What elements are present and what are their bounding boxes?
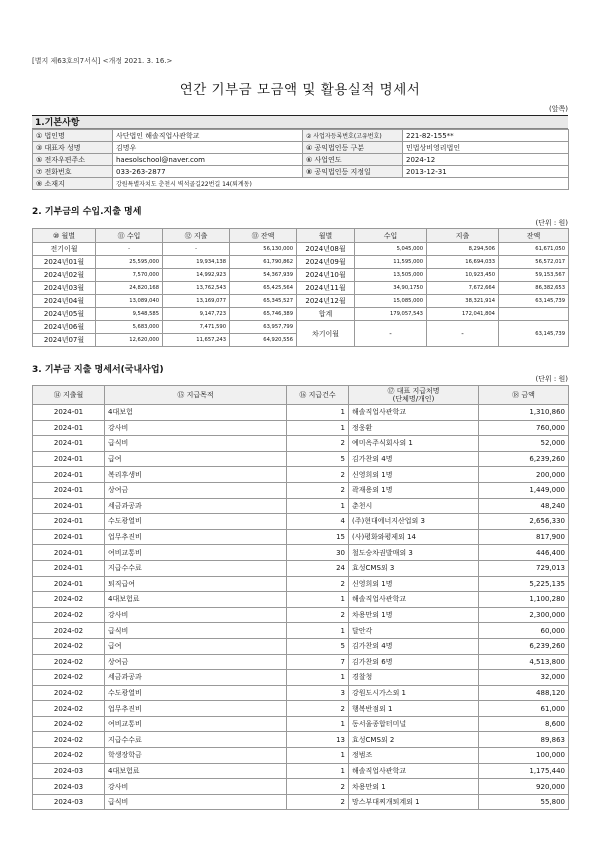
month-cell: 2024년07월 bbox=[33, 334, 96, 347]
ie-header: ⑫ 지출 bbox=[163, 229, 230, 243]
balance-cell: 56,130,000 bbox=[230, 243, 297, 256]
row-count: 5 bbox=[287, 638, 349, 654]
expense-cell: 19,934,138 bbox=[163, 256, 230, 269]
row-amount: 1,449,000 bbox=[479, 482, 569, 498]
row-count: 1 bbox=[287, 592, 349, 608]
row-purpose: 지급수수료 bbox=[105, 732, 287, 748]
row-recipient: 곽재용외 1명 bbox=[349, 482, 479, 498]
row-amount: 488,120 bbox=[479, 685, 569, 701]
row-amount: 52,000 bbox=[479, 436, 569, 452]
section-3-unit: (단위 : 원) bbox=[535, 375, 568, 383]
row-month: 2024-02 bbox=[33, 654, 105, 670]
carry-label: 차기이월 bbox=[297, 321, 355, 347]
row-recipient: 정웅환 bbox=[349, 420, 479, 436]
row-count: 1 bbox=[287, 670, 349, 686]
balance-cell: 61,790,862 bbox=[230, 256, 297, 269]
expense-row bbox=[33, 654, 569, 670]
expense-row bbox=[33, 623, 569, 639]
expense-row bbox=[33, 467, 569, 483]
expense-row bbox=[33, 670, 569, 686]
info-label: ③ 대표자 성명 bbox=[33, 142, 113, 154]
row-amount: 32,000 bbox=[479, 670, 569, 686]
row-recipient: 망스부대찌개퇴계외 1 bbox=[349, 794, 479, 810]
ie-row bbox=[33, 295, 569, 308]
ie-header: ⑬ 잔액 bbox=[230, 229, 297, 243]
expense-cell: 14,992,923 bbox=[163, 269, 230, 282]
row-recipient: (주)현대에너지산업외 3 bbox=[349, 514, 479, 530]
row-month: 2024-02 bbox=[33, 607, 105, 623]
row-purpose: 상여금 bbox=[105, 654, 287, 670]
expense-row bbox=[33, 514, 569, 530]
info-value: 2013-12-31 bbox=[403, 166, 569, 178]
row-month: 2024-03 bbox=[33, 763, 105, 779]
row-month: 2024-02 bbox=[33, 732, 105, 748]
row-purpose: 강사비 bbox=[105, 607, 287, 623]
month-cell: 2024년01월 bbox=[33, 256, 96, 269]
row-amount: 6,239,260 bbox=[479, 451, 569, 467]
row-recipient: 차용만외 1명 bbox=[349, 607, 479, 623]
row-amount: 61,000 bbox=[479, 701, 569, 717]
income-cell: 7,570,000 bbox=[96, 269, 163, 282]
expense-row bbox=[33, 638, 569, 654]
row-month: 2024-01 bbox=[33, 405, 105, 421]
ie-header: ⑪ 수입 bbox=[96, 229, 163, 243]
row-count: 2 bbox=[287, 482, 349, 498]
row-recipient: 신영희외 1명 bbox=[349, 467, 479, 483]
expense-cell: - bbox=[163, 243, 230, 256]
row-amount: 48,240 bbox=[479, 498, 569, 514]
row-count: 13 bbox=[287, 732, 349, 748]
row-recipient: 신영희외 1명 bbox=[349, 576, 479, 592]
info-row bbox=[33, 142, 569, 154]
expense-cell: 38,321,914 bbox=[427, 295, 499, 308]
total-balance bbox=[499, 308, 569, 321]
info-row-address bbox=[33, 178, 569, 190]
row-recipient: 춘천시 bbox=[349, 498, 479, 514]
month-cell: 2024년04월 bbox=[33, 295, 96, 308]
row-count: 1 bbox=[287, 405, 349, 421]
form-number: [별지 제63호의7서식] <개정 2021. 3. 16.> bbox=[32, 57, 173, 65]
info-label: ⑧ 공익법인등 지정일 bbox=[303, 166, 403, 178]
row-purpose: 급식비 bbox=[105, 794, 287, 810]
row-recipient: (사)평화와평제외 14 bbox=[349, 529, 479, 545]
row-amount: 1,175,440 bbox=[479, 763, 569, 779]
total-income: 179,057,543 bbox=[355, 308, 427, 321]
ie-header: 잔액 bbox=[499, 229, 569, 243]
row-amount: 1,310,860 bbox=[479, 405, 569, 421]
income-cell: - bbox=[96, 243, 163, 256]
row-purpose: 업무추진비 bbox=[105, 701, 287, 717]
expense-row bbox=[33, 701, 569, 717]
section-3-title: 3. 기부금 지출 명세서(국내사업) bbox=[32, 365, 164, 375]
row-purpose: 급식비 bbox=[105, 436, 287, 452]
expense-row bbox=[33, 794, 569, 810]
income-cell: 25,595,000 bbox=[96, 256, 163, 269]
row-count: 1 bbox=[287, 623, 349, 639]
row-month: 2024-02 bbox=[33, 623, 105, 639]
info-value: 민법상비영리법인 bbox=[403, 142, 569, 154]
row-count: 3 bbox=[287, 685, 349, 701]
row-month: 2024-01 bbox=[33, 529, 105, 545]
row-recipient: 행복반점외 1 bbox=[349, 701, 479, 717]
ie-header: ⑩ 월별 bbox=[33, 229, 96, 243]
expense-row bbox=[33, 405, 569, 421]
row-month: 2024-01 bbox=[33, 514, 105, 530]
section-2-unit: (단위 : 원) bbox=[535, 219, 568, 227]
row-month: 2024-01 bbox=[33, 420, 105, 436]
income-cell: 5,045,000 bbox=[355, 243, 427, 256]
expense-cell: 13,169,077 bbox=[163, 295, 230, 308]
expense-cell: 11,657,243 bbox=[163, 334, 230, 347]
header-purpose: ⑮ 지급목적 bbox=[105, 386, 287, 405]
row-count: 15 bbox=[287, 529, 349, 545]
carry-expense: - bbox=[427, 321, 499, 347]
row-count: 1 bbox=[287, 716, 349, 732]
expense-cell: 13,762,543 bbox=[163, 282, 230, 295]
row-recipient: 철도승차권발매외 3 bbox=[349, 545, 479, 561]
row-month: 2024-01 bbox=[33, 545, 105, 561]
row-amount: 446,400 bbox=[479, 545, 569, 561]
row-recipient: 달안각 bbox=[349, 623, 479, 639]
income-expense-table bbox=[32, 228, 569, 347]
row-purpose: 세금과공과 bbox=[105, 498, 287, 514]
row-month: 2024-02 bbox=[33, 685, 105, 701]
row-amount: 100,000 bbox=[479, 748, 569, 764]
balance-cell: 59,153,567 bbox=[499, 269, 569, 282]
balance-cell: 63,145,739 bbox=[499, 295, 569, 308]
expense-cell: 16,694,033 bbox=[427, 256, 499, 269]
row-count: 7 bbox=[287, 654, 349, 670]
basic-info-table bbox=[32, 129, 569, 190]
balance-cell: 65,425,564 bbox=[230, 282, 297, 295]
row-month: 2024-01 bbox=[33, 498, 105, 514]
info-row bbox=[33, 166, 569, 178]
info-label: ⑥ 사업연도 bbox=[303, 154, 403, 166]
info-label: ⑦ 전화번호 bbox=[33, 166, 113, 178]
info-label: ⑤ 전자우편주소 bbox=[33, 154, 113, 166]
row-amount: 200,000 bbox=[479, 467, 569, 483]
info-label: ① 법인명 bbox=[33, 130, 113, 142]
row-purpose: 강사비 bbox=[105, 779, 287, 795]
balance-cell: 63,957,799 bbox=[230, 321, 297, 334]
row-purpose: 지급수수료 bbox=[105, 560, 287, 576]
row-count: 2 bbox=[287, 794, 349, 810]
row-month: 2024-01 bbox=[33, 482, 105, 498]
row-recipient: 차용만외 1 bbox=[349, 779, 479, 795]
row-amount: 60,000 bbox=[479, 623, 569, 639]
row-purpose: 급여 bbox=[105, 451, 287, 467]
balance-cell: 56,572,017 bbox=[499, 256, 569, 269]
info-value: haesolschool@naver.com bbox=[113, 154, 303, 166]
row-amount: 2,300,000 bbox=[479, 607, 569, 623]
row-amount: 920,000 bbox=[479, 779, 569, 795]
month-cell: 2024년12월 bbox=[297, 295, 355, 308]
row-month: 2024-02 bbox=[33, 670, 105, 686]
row-purpose: 급여 bbox=[105, 638, 287, 654]
row-month: 2024-02 bbox=[33, 592, 105, 608]
ie-row bbox=[33, 243, 569, 256]
ie-header: 월별 bbox=[297, 229, 355, 243]
row-purpose: 복리후생비 bbox=[105, 467, 287, 483]
month-cell: 2024년03월 bbox=[33, 282, 96, 295]
info-label: ② 사업자등록번호(고유번호) bbox=[303, 130, 403, 142]
header-amount: ⑱ 금액 bbox=[479, 386, 569, 405]
row-recipient: 경찰청 bbox=[349, 670, 479, 686]
expense-row bbox=[33, 748, 569, 764]
income-cell: 5,683,000 bbox=[96, 321, 163, 334]
row-count: 5 bbox=[287, 451, 349, 467]
expense-row bbox=[33, 576, 569, 592]
header-count: ⑯ 지급건수 bbox=[287, 386, 349, 405]
row-amount: 8,600 bbox=[479, 716, 569, 732]
row-month: 2024-01 bbox=[33, 560, 105, 576]
month-cell: 2024년06월 bbox=[33, 321, 96, 334]
row-amount: 5,225,135 bbox=[479, 576, 569, 592]
info-value: 221-82-155** bbox=[403, 130, 569, 142]
row-month: 2024-01 bbox=[33, 467, 105, 483]
section-1-title: 1.기본사항 bbox=[32, 115, 568, 129]
balance-cell: 61,671,050 bbox=[499, 243, 569, 256]
page-indicator: (앞쪽) bbox=[549, 105, 568, 113]
row-amount: 6,239,260 bbox=[479, 638, 569, 654]
month-cell: 2024년10월 bbox=[297, 269, 355, 282]
row-amount: 817,900 bbox=[479, 529, 569, 545]
expense-row bbox=[33, 607, 569, 623]
row-purpose: 세금과공과 bbox=[105, 670, 287, 686]
income-cell: 12,620,000 bbox=[96, 334, 163, 347]
expense-detail-table bbox=[32, 385, 569, 810]
row-recipient: 효성CMS외 2 bbox=[349, 732, 479, 748]
expense-cell: 7,471,590 bbox=[163, 321, 230, 334]
row-count: 1 bbox=[287, 763, 349, 779]
row-purpose: 상여금 bbox=[105, 482, 287, 498]
row-purpose: 4대보험료 bbox=[105, 592, 287, 608]
balance-cell: 65,746,389 bbox=[230, 308, 297, 321]
ie-row bbox=[33, 282, 569, 295]
row-month: 2024-01 bbox=[33, 436, 105, 452]
carry-balance: 63,145,739 bbox=[499, 321, 569, 347]
address-value: 강원특별자치도 춘천시 벽석골길22번길 14(퇴계동) bbox=[113, 178, 569, 190]
row-amount: 1,100,280 bbox=[479, 592, 569, 608]
row-purpose: 수도광열비 bbox=[105, 514, 287, 530]
info-value: 김명우 bbox=[113, 142, 303, 154]
row-count: 1 bbox=[287, 498, 349, 514]
row-purpose: 강사비 bbox=[105, 420, 287, 436]
info-value: 2024-12 bbox=[403, 154, 569, 166]
row-purpose: 여비교통비 bbox=[105, 716, 287, 732]
section-2-title: 2. 기부금의 수입.지출 명세 bbox=[32, 207, 142, 217]
row-purpose: 여비교통비 bbox=[105, 545, 287, 561]
row-recipient: 해솔직업사관학교 bbox=[349, 405, 479, 421]
row-month: 2024-02 bbox=[33, 701, 105, 717]
income-cell: 15,085,000 bbox=[355, 295, 427, 308]
row-month: 2024-02 bbox=[33, 748, 105, 764]
expense-row bbox=[33, 451, 569, 467]
row-recipient: 동서울종합터미널 bbox=[349, 716, 479, 732]
expense-cell: 10,923,450 bbox=[427, 269, 499, 282]
row-count: 1 bbox=[287, 748, 349, 764]
row-month: 2024-01 bbox=[33, 451, 105, 467]
expense-row bbox=[33, 685, 569, 701]
row-purpose: 업무추진비 bbox=[105, 529, 287, 545]
row-month: 2024-03 bbox=[33, 779, 105, 795]
row-count: 2 bbox=[287, 701, 349, 717]
row-recipient: 김가찬외 4명 bbox=[349, 638, 479, 654]
ie-row bbox=[33, 269, 569, 282]
row-count: 2 bbox=[287, 607, 349, 623]
expense-row bbox=[33, 529, 569, 545]
info-value: 사단법인 해솔직업사관학교 bbox=[113, 130, 303, 142]
row-month: 2024-03 bbox=[33, 794, 105, 810]
expense-cell: 7,672,664 bbox=[427, 282, 499, 295]
expense-row bbox=[33, 545, 569, 561]
row-count: 2 bbox=[287, 436, 349, 452]
expense-row bbox=[33, 592, 569, 608]
month-cell: 2024년11월 bbox=[297, 282, 355, 295]
row-count: 1 bbox=[287, 420, 349, 436]
row-purpose: 학생장학금 bbox=[105, 748, 287, 764]
expense-row bbox=[33, 436, 569, 452]
row-amount: 729,013 bbox=[479, 560, 569, 576]
month-cell: 2024년02월 bbox=[33, 269, 96, 282]
row-amount: 2,656,330 bbox=[479, 514, 569, 530]
ie-row bbox=[33, 308, 569, 321]
info-value: 033-263-2877 bbox=[113, 166, 303, 178]
month-cell: 2024년09월 bbox=[297, 256, 355, 269]
ie-row bbox=[33, 256, 569, 269]
row-month: 2024-01 bbox=[33, 576, 105, 592]
expense-row bbox=[33, 732, 569, 748]
carry-income: - bbox=[355, 321, 427, 347]
month-cell: 2024년05월 bbox=[33, 308, 96, 321]
header-recipient-line2: (단체명/개인) bbox=[392, 395, 435, 403]
row-count: 30 bbox=[287, 545, 349, 561]
income-cell: 11,595,000 bbox=[355, 256, 427, 269]
expense-cell: 9,147,723 bbox=[163, 308, 230, 321]
row-purpose: 퇴직급여 bbox=[105, 576, 287, 592]
row-count: 2 bbox=[287, 779, 349, 795]
expense-row bbox=[33, 420, 569, 436]
month-cell: 전기이월 bbox=[33, 243, 96, 256]
header-month: ⑭ 지출월 bbox=[33, 386, 105, 405]
expense-row bbox=[33, 763, 569, 779]
row-month: 2024-02 bbox=[33, 716, 105, 732]
row-purpose: 4대보험 bbox=[105, 405, 287, 421]
header-recipient bbox=[349, 386, 479, 405]
ie-header: 수입 bbox=[355, 229, 427, 243]
row-purpose: 급식비 bbox=[105, 623, 287, 639]
income-cell: 34,90,1750 bbox=[355, 282, 427, 295]
row-count: 2 bbox=[287, 576, 349, 592]
row-purpose: 수도광열비 bbox=[105, 685, 287, 701]
ie-header: 지출 bbox=[427, 229, 499, 243]
balance-cell: 64,920,556 bbox=[230, 334, 297, 347]
info-label: ④ 공익법인등 구분 bbox=[303, 142, 403, 154]
row-recipient: 정범조 bbox=[349, 748, 479, 764]
row-recipient: 효성CMS외 3 bbox=[349, 560, 479, 576]
header-recipient-line1: ⑰ 대표 지급처명 bbox=[387, 387, 440, 395]
expense-row bbox=[33, 560, 569, 576]
income-cell: 9,548,585 bbox=[96, 308, 163, 321]
expense-row bbox=[33, 779, 569, 795]
row-month: 2024-02 bbox=[33, 638, 105, 654]
income-cell: 13,089,040 bbox=[96, 295, 163, 308]
row-count: 2 bbox=[287, 467, 349, 483]
info-row bbox=[33, 154, 569, 166]
row-count: 24 bbox=[287, 560, 349, 576]
month-cell: 2024년08월 bbox=[297, 243, 355, 256]
ie-row bbox=[33, 321, 569, 334]
total-label: 합계 bbox=[297, 308, 355, 321]
expense-row bbox=[33, 498, 569, 514]
row-recipient: 해솔직업사관학교 bbox=[349, 763, 479, 779]
row-purpose: 4대보험료 bbox=[105, 763, 287, 779]
row-amount: 89,863 bbox=[479, 732, 569, 748]
row-amount: 4,513,800 bbox=[479, 654, 569, 670]
expense-cell: 8,294,506 bbox=[427, 243, 499, 256]
balance-cell: 86,382,653 bbox=[499, 282, 569, 295]
document-title: 연간 기부금 모금액 및 활용실적 명세서 bbox=[179, 82, 421, 98]
row-recipient: 예미옥주식회사외 1 bbox=[349, 436, 479, 452]
income-cell: 24,820,168 bbox=[96, 282, 163, 295]
income-cell: 13,505,000 bbox=[355, 269, 427, 282]
expense-row bbox=[33, 482, 569, 498]
row-amount: 55,800 bbox=[479, 794, 569, 810]
row-recipient: 김가찬외 4명 bbox=[349, 451, 479, 467]
total-expense: 172,041,804 bbox=[427, 308, 499, 321]
expense-row bbox=[33, 716, 569, 732]
balance-cell: 54,367,939 bbox=[230, 269, 297, 282]
info-label: ⑨ 소재지 bbox=[33, 178, 113, 190]
row-amount: 760,000 bbox=[479, 420, 569, 436]
balance-cell: 65,345,527 bbox=[230, 295, 297, 308]
row-recipient: 강원도시가스외 1 bbox=[349, 685, 479, 701]
row-recipient: 해솔직업사관학교 bbox=[349, 592, 479, 608]
row-recipient: 김가찬외 6명 bbox=[349, 654, 479, 670]
row-count: 4 bbox=[287, 514, 349, 530]
info-row bbox=[33, 130, 569, 142]
